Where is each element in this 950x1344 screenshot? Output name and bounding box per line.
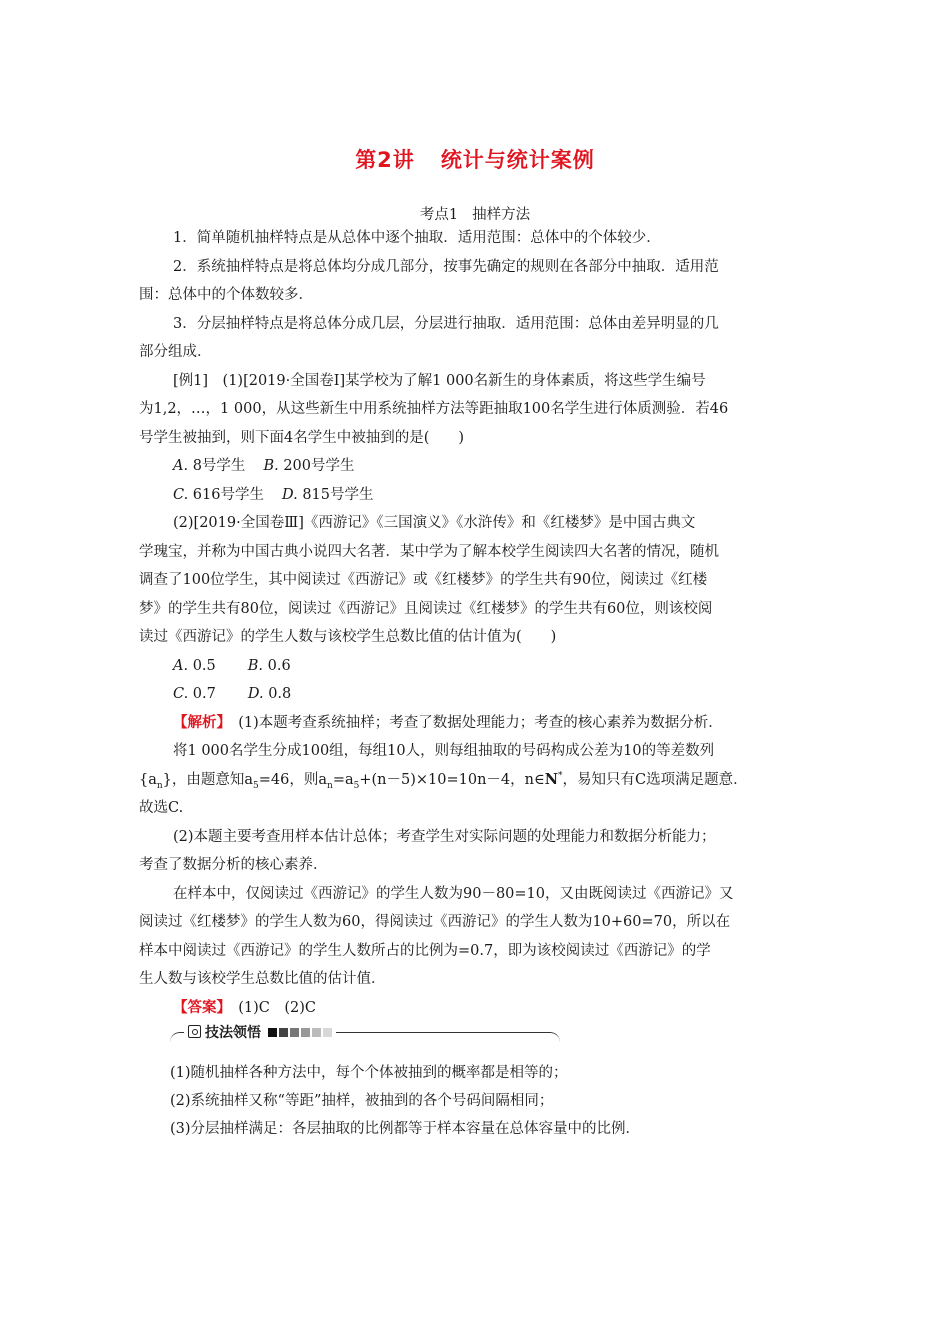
square-icon [301, 1028, 310, 1037]
math-sub: 5 [353, 780, 360, 791]
option-key: C. [173, 486, 189, 503]
tips-line: (3)分层抽样满足：各层抽取的比例都等于样本容量在总体容量中的比例． [170, 1121, 641, 1137]
option-row [139, 680, 819, 709]
square-icon [290, 1028, 299, 1037]
math-sub: n [327, 780, 333, 791]
analysis-line: 故选C. [139, 800, 184, 816]
analysis-line: 生人数与该校学生总数比值的估计值． [139, 971, 386, 987]
point-line: 部分组成． [139, 344, 212, 360]
option-value: 0.8 [268, 686, 292, 702]
math-text: }，由题意知a [162, 771, 254, 788]
math-text: +(n－5)×10=10n－4，n∈ [359, 771, 545, 788]
analysis-line: 样本中阅读过《西游记》的学生人数所占的比例为=0.7，即为该校阅读过《西游记》的学 [139, 942, 711, 959]
example-line: 学瑰宝，并称为中国古典小说四大名著．某中学为了解本校学生阅读四大名著的情况，随机 [139, 543, 719, 560]
tips-box [170, 1025, 641, 1143]
tips-line: (2)系统抽样又称“等距”抽样，被抽到的各个号码间隔相同； [170, 1093, 554, 1109]
square-icon [312, 1028, 321, 1037]
page-title [0, 144, 950, 174]
example-line: 号学生被抽到，则下面4名学生中被抽到的是( ) [139, 429, 465, 446]
option-row [139, 652, 819, 681]
answer-text: (1)C (2)C [238, 999, 317, 1016]
answer-line [139, 994, 819, 1023]
point-line: 1．简单随机抽样特点是从总体中逐个抽取．适用范围：总体中的个体较少． [173, 230, 661, 246]
tips-title-text: 技法领悟 [205, 1025, 261, 1041]
option-key: D. [281, 486, 298, 503]
option-value: 200号学生 [283, 458, 355, 474]
analysis-line [139, 766, 819, 795]
option-key: B. [247, 657, 264, 674]
example-line: (2)[2019·全国卷Ⅲ]《西游记》《三国演义》《水浒传》和《红楼梦》是中国古典文 [173, 515, 696, 531]
lecture-number: 第2讲 [355, 148, 415, 172]
example-line: 为1,2，…，1 000，从这些新生中用系统抽样方法等距抽取100名学生进行体质测验．若46 [139, 401, 729, 417]
square-icon [323, 1028, 332, 1037]
square-icon [279, 1028, 288, 1037]
option-value: 0.6 [267, 657, 291, 674]
math-text: ，易知只有C选项满足题意． [562, 771, 748, 788]
option-key: B. [263, 458, 279, 474]
tips-title [184, 1022, 336, 1042]
analysis-line: 将1 000名学生分成100组，每组10人，则每组抽取的号码构成公差为10的等差数列 [173, 743, 715, 759]
math-sup: * [558, 770, 563, 781]
analysis-tag: 【解析】 [173, 713, 224, 731]
math-text: {a [139, 771, 157, 788]
math-text: =46，则a [258, 771, 328, 788]
answer-tag: 【答案】 [173, 998, 224, 1016]
option-value: 8号学生 [192, 458, 246, 474]
option-row [139, 452, 819, 481]
point-line: 3．分层抽样特点是将总体分成几层，分层进行抽取．适用范围：总体由差异明显的几 [173, 315, 719, 332]
option-row [139, 481, 819, 510]
option-key: C. [173, 686, 189, 702]
option-key: D. [247, 686, 264, 702]
square-icon [268, 1028, 277, 1037]
math-sub: 5 [253, 780, 259, 791]
math-set-symbol: N [544, 770, 558, 788]
analysis-line: (2)本题主要考查用样本估计总体；考查学生对实际问题的处理能力和数据分析能力； [173, 828, 716, 845]
point-line: 围：总体中的个体数较多． [139, 287, 313, 303]
camera-icon [188, 1025, 201, 1038]
lecture-topic: 统计与统计案例 [440, 148, 595, 172]
tips-line: (1)随机抽样各种方法中，每个个体被抽到的概率都是相等的； [170, 1065, 568, 1081]
math-text: =a [332, 771, 354, 788]
example-line: 调查了100位学生，其中阅读过《西游记》或《红楼梦》的学生共有90位，阅读过《红楼 [139, 572, 708, 588]
point-line: 2．系统抽样特点是将总体均分成几部分，按事先确定的规则在各部分中抽取．适用范 [173, 258, 719, 275]
option-key: A. [173, 657, 189, 674]
section-topic: 抽样方法 [472, 207, 531, 223]
option-value: 0.7 [192, 686, 216, 702]
example-line: 梦》的学生共有80位，阅读过《西游记》且阅读过《红楼梦》的学生共有60位，则该校阅 [139, 600, 713, 617]
option-value: 815号学生 [302, 486, 374, 503]
option-key: A. [173, 458, 189, 474]
section-heading [0, 203, 950, 224]
option-value: 0.5 [192, 657, 216, 674]
main-body [139, 224, 819, 1022]
example-line: [例1] (1)[2019·全国卷Ⅰ]某学校为了解1 000名新生的身体素质，将这些学生编号 [173, 372, 706, 389]
analysis-line: 阅读过《红楼梦》的学生人数为60，得阅读过《西游记》的学生人数为10+60=70，所以在 [139, 914, 731, 930]
analysis-line: 考查了数据分析的核心素养． [139, 857, 328, 873]
tips-header [170, 1025, 560, 1055]
analysis-text: (1)本题考查系统抽样；考查了数据处理能力；考查的核心素养为数据分析． [238, 714, 723, 731]
example-line: 读过《西游记》的学生人数与该校学生总数比值的估计值为( ) [139, 629, 557, 645]
analysis-line: 在样本中，仅阅读过《西游记》的学生人数为90－80=10，又由既阅读过《西游记》又 [173, 885, 734, 902]
option-value: 616号学生 [192, 486, 264, 503]
section-number: 考点1 [419, 207, 459, 223]
analysis-line [139, 709, 819, 738]
math-sub: n [156, 780, 163, 791]
